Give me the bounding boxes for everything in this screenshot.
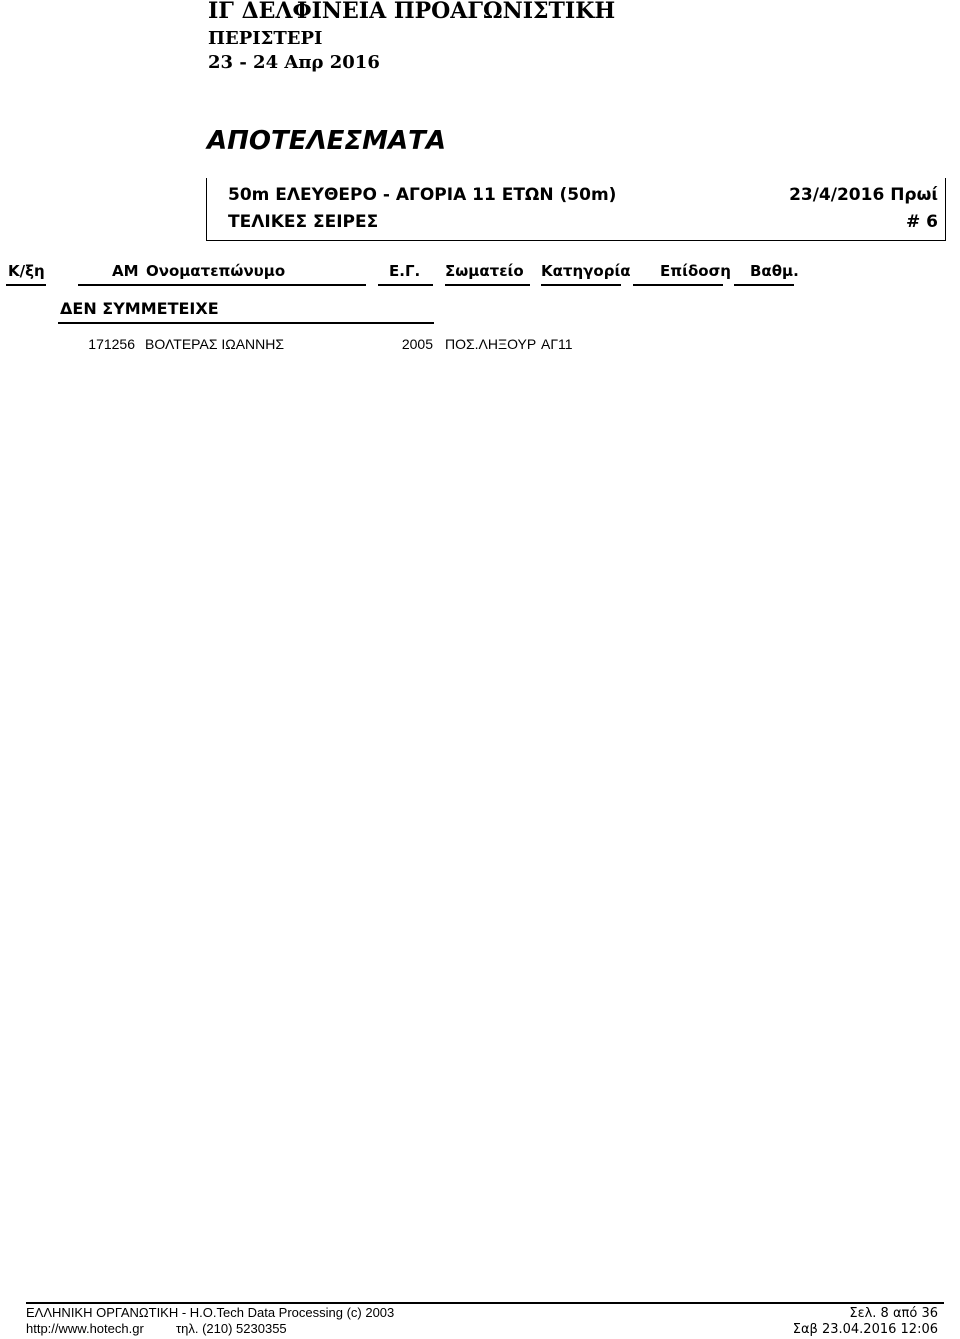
footer-page-number: Σελ. 8 από 36 <box>849 1306 938 1321</box>
column-header-time: Επίδοση <box>660 262 731 280</box>
footer-website[interactable]: http://www.hotech.gr <box>26 1321 144 1336</box>
column-header-birth-year: Ε.Γ. <box>389 262 421 280</box>
event-name: 50m ΕΛΕΥΘΕΡΟ - ΑΓΟΡΙΑ 11 ΕΤΩΝ (50m) <box>228 185 617 205</box>
row-am: 171256 <box>88 336 135 352</box>
column-header-am: ΑΜ <box>112 262 139 280</box>
competition-location: ΠΕΡΙΣΤΕΡΙ <box>208 28 323 49</box>
section-title: ΔΕΝ ΣΥΜΜΕΤΕΙΧΕ <box>60 299 219 318</box>
row-category: ΑΓ11 <box>541 336 573 352</box>
column-underline-rank <box>6 284 46 286</box>
event-heat: # 6 <box>906 212 938 232</box>
footer-organization: ΕΛΛΗΝΙΚΗ ΟΡΓΑΝΩΤΙΚΗ - Η.Ο.Tech Data Processing (c) 2003 <box>26 1305 395 1320</box>
competition-title: ΙΓ ΔΕΛΦΙΝΕΙΑ ΠΡΟΑΓΩΝΙΣΤΙΚΗ <box>208 0 616 24</box>
column-underline-points <box>734 284 794 286</box>
section-underline <box>58 322 434 324</box>
column-header-name: Ονοματεπώνυμο <box>146 262 286 280</box>
column-header-category: Κατηγορία <box>541 262 631 280</box>
results-title: ΑΠΟΤΕΛΕΣΜΑΤΑ <box>207 126 446 156</box>
footer-phone: τηλ. (210) 5230355 <box>176 1321 287 1336</box>
row-name: ΒΟΛΤΕΡΑΣ ΙΩΑΝΝΗΣ <box>145 336 285 352</box>
footer-print-date: Σαβ 23.04.2016 12:06 <box>792 1322 938 1337</box>
column-header-rank: Κ/ξη <box>8 262 45 280</box>
footer-divider <box>26 1302 944 1304</box>
event-date-session: 23/4/2016 Πρωί <box>789 185 938 205</box>
column-underline-birth-year <box>378 284 433 286</box>
row-birth-year: 2005 <box>401 336 433 352</box>
column-header-club: Σωματείο <box>445 262 524 280</box>
row-club: ΠΟΣ.ΛΗΞΟΥΡ <box>445 336 537 352</box>
column-underline-time <box>633 284 723 286</box>
column-underline-name <box>78 284 366 286</box>
column-underline-category <box>541 284 621 286</box>
competition-dates: 23 - 24 Απρ 2016 <box>208 52 380 73</box>
column-underline-club <box>445 284 530 286</box>
column-header-points: Βαθμ. <box>750 262 799 280</box>
event-round: ΤΕΛΙΚΕΣ ΣΕΙΡΕΣ <box>228 212 379 232</box>
